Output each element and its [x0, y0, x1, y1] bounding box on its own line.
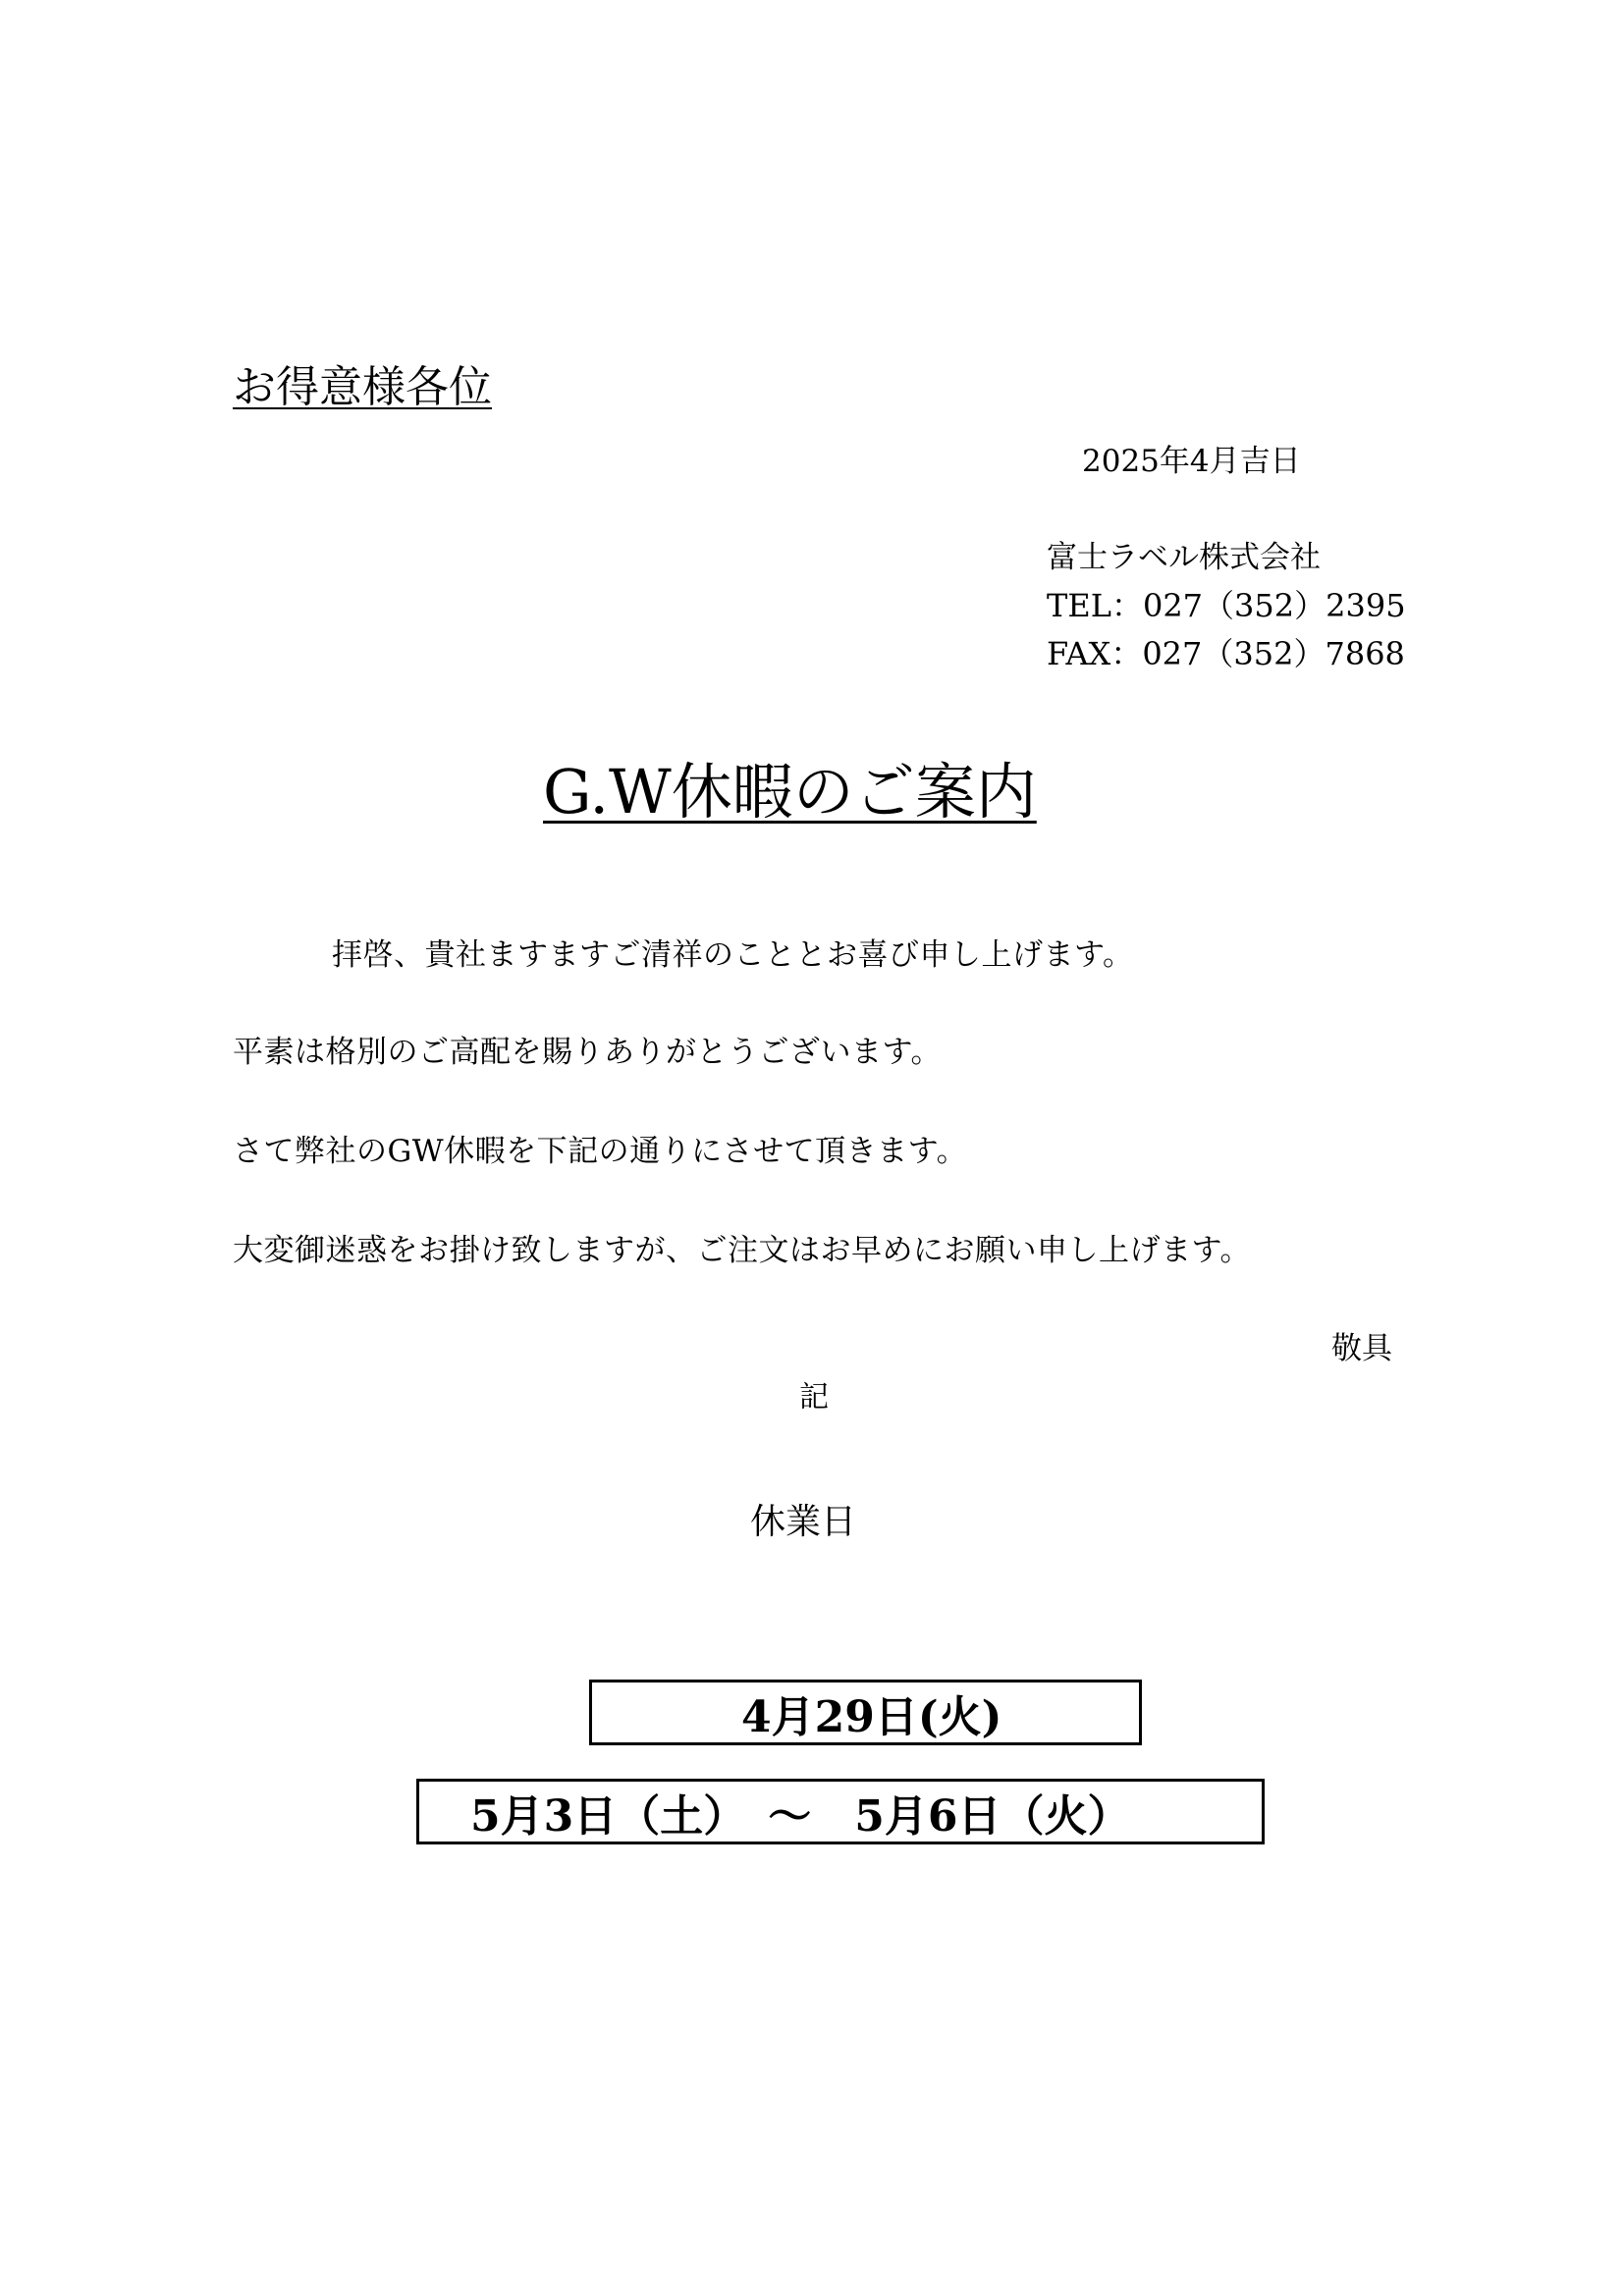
holiday-date-box-2	[416, 1779, 1265, 1844]
company-fax: FAX：027（352）7868	[1047, 635, 1405, 672]
holiday-date-1: 4月29日(火)	[741, 1691, 1002, 1742]
company-tel: TEL：027（352）2395	[1047, 587, 1406, 624]
holiday-date-2: 5月3日（土） ～ 5月6日（火）	[470, 1790, 1131, 1842]
recipient-line: お得意様各位	[233, 362, 492, 412]
thanks-line: 平素は格別のご高配を賜りありがとうございます。	[233, 1035, 943, 1070]
page-title: G.W休暇のご案内	[543, 756, 1037, 828]
apology-line: 大変御迷惑をお掛け致しますが、ご注文はお早めにお願い申し上げます。	[233, 1233, 1252, 1268]
company-name: 富士ラベル株式会社	[1047, 540, 1321, 575]
ki-marker: 記	[799, 1380, 829, 1415]
issue-date: 2025年4月吉日	[1082, 444, 1301, 479]
announcement-line: さて弊社のGW休暇を下記の通りにさせて頂きます。	[233, 1134, 968, 1169]
holiday-label: 休業日	[750, 1502, 857, 1542]
greeting-line: 拝啓、貴社ますますご清祥のこととお喜び申し上げます。	[332, 937, 1134, 973]
holiday-date-box-1	[589, 1680, 1142, 1745]
closing-word: 敬具	[1331, 1331, 1392, 1366]
